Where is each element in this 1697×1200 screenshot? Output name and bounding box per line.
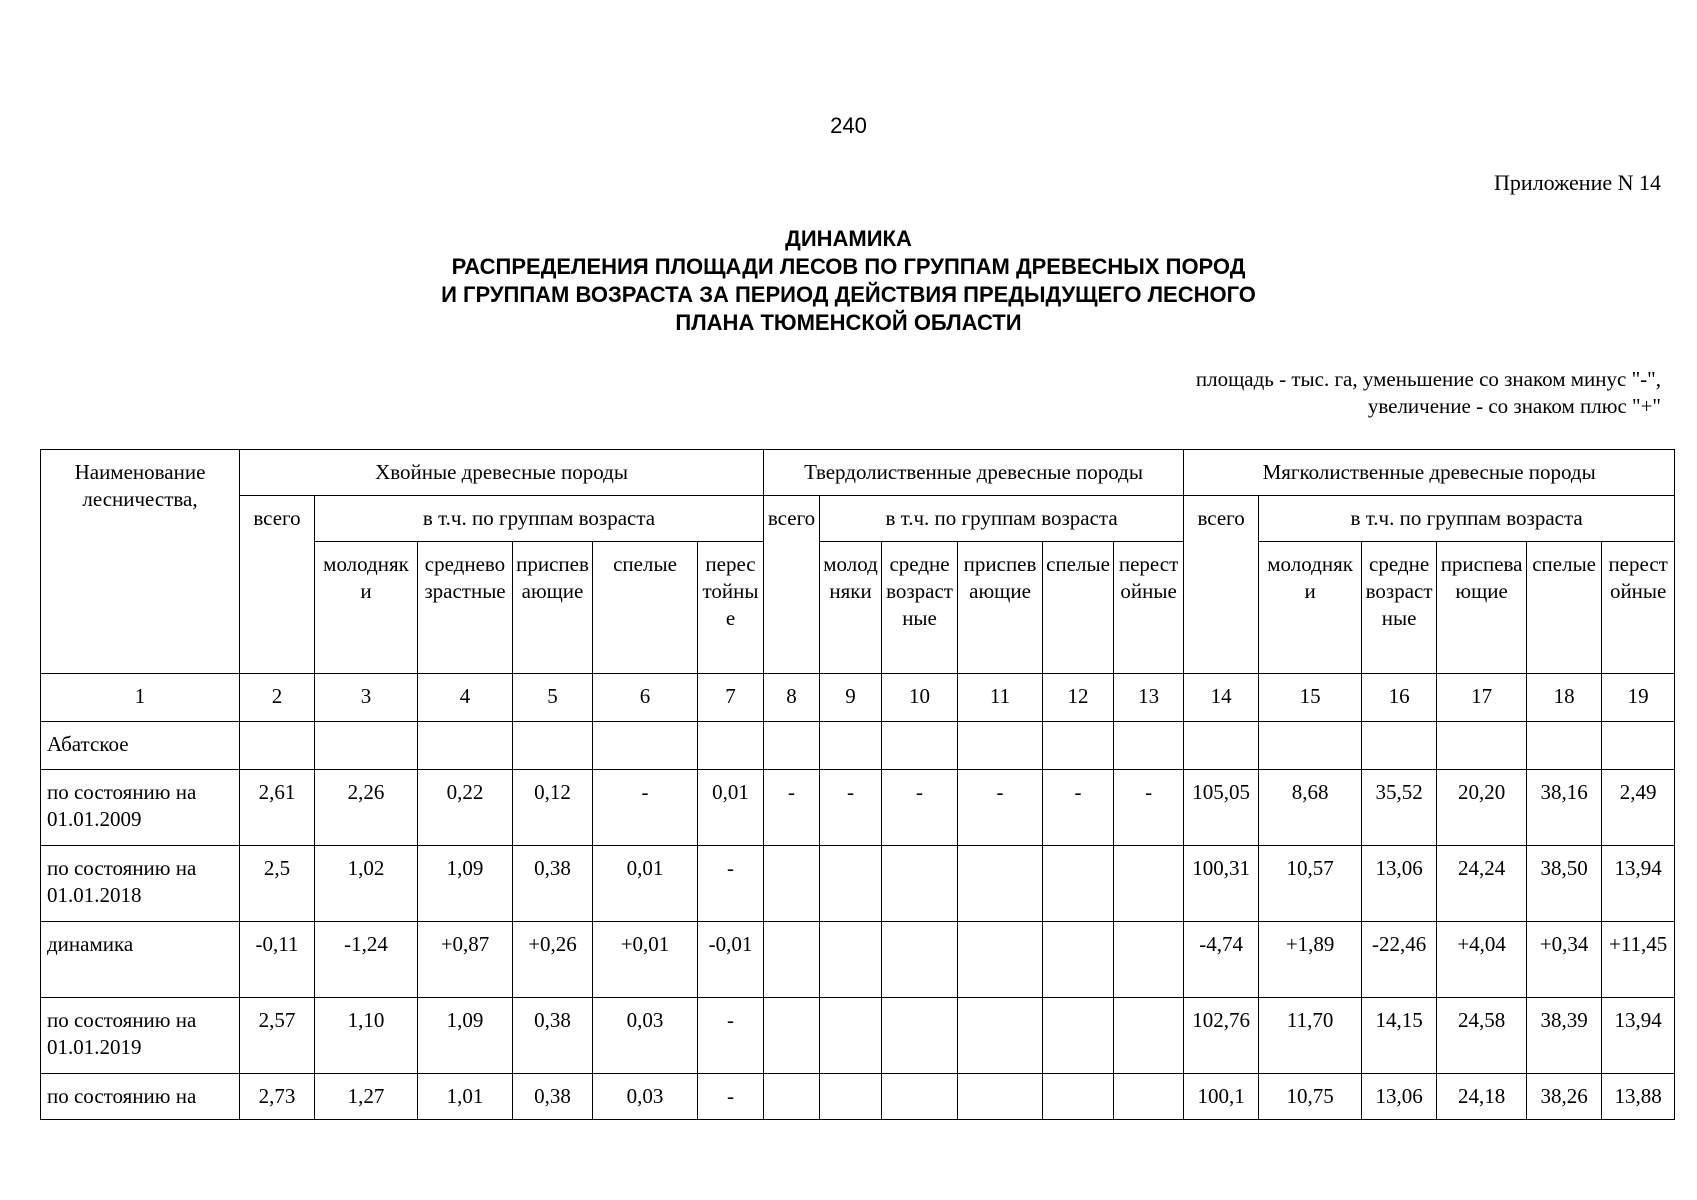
table-cell: 2,5 <box>240 846 315 922</box>
table-cell <box>764 998 820 1074</box>
table-cell: 0,38 <box>513 846 593 922</box>
table-cell: 102,76 <box>1184 998 1259 1074</box>
column-number: 12 <box>1043 674 1114 722</box>
table-cell: 38,50 <box>1527 846 1602 922</box>
units-line: площадь - тыс. га, уменьшение со знаком минус "-", <box>1195 367 1661 391</box>
empty-cell <box>513 722 593 770</box>
table-cell: 1,02 <box>315 846 418 922</box>
empty-cell <box>1259 722 1362 770</box>
column-number: 7 <box>698 674 764 722</box>
table-cell: +11,45 <box>1602 922 1675 998</box>
table-cell <box>820 1074 882 1120</box>
title-line: РАСПРЕДЕЛЕНИЯ ПЛОЩАДИ ЛЕСОВ ПО ГРУППАМ ДРЕВЕСНЫХ ПОРОД <box>451 254 1246 279</box>
table-cell: 2,57 <box>240 998 315 1074</box>
empty-cell <box>593 722 698 770</box>
table-cell: - <box>698 998 764 1074</box>
table-row <box>41 998 1675 1074</box>
table-cell: 0,38 <box>513 998 593 1074</box>
table-cell: 2,73 <box>240 1074 315 1120</box>
table-cell: 10,75 <box>1259 1074 1362 1120</box>
table-cell: - <box>698 846 764 922</box>
table-cell <box>958 846 1043 922</box>
title-line: ДИНАМИКА <box>785 226 912 251</box>
header-age: спелые <box>1527 542 1602 674</box>
table-cell <box>764 1074 820 1120</box>
column-number: 17 <box>1437 674 1527 722</box>
table-cell: 13,88 <box>1602 1074 1675 1120</box>
column-number: 18 <box>1527 674 1602 722</box>
table-cell: - <box>1114 770 1184 846</box>
forest-dynamics-table <box>40 449 1675 1120</box>
header-age: средневозрастные <box>882 542 958 674</box>
header-total: всего <box>240 496 315 674</box>
column-number: 3 <box>315 674 418 722</box>
table-cell: - <box>698 1074 764 1120</box>
table-cell: - <box>1043 770 1114 846</box>
empty-cell <box>958 722 1043 770</box>
empty-cell <box>1362 722 1437 770</box>
header-age: молодняки <box>820 542 882 674</box>
table-cell: 0,03 <box>593 1074 698 1120</box>
table-cell: 0,38 <box>513 1074 593 1120</box>
table-cell: 13,06 <box>1362 846 1437 922</box>
table-cell: 1,10 <box>315 998 418 1074</box>
table-row <box>41 846 1675 922</box>
header-age: перестойные <box>1602 542 1675 674</box>
table-row <box>41 1074 1675 1120</box>
table-cell <box>1043 998 1114 1074</box>
table-cell: 1,27 <box>315 1074 418 1120</box>
table-cell: 24,58 <box>1437 998 1527 1074</box>
column-number: 4 <box>418 674 513 722</box>
header-age: приспевающие <box>513 542 593 674</box>
table-cell: - <box>764 770 820 846</box>
table-cell: 38,39 <box>1527 998 1602 1074</box>
header-age: молодняки <box>1259 542 1362 674</box>
table-cell: 100,31 <box>1184 846 1259 922</box>
header-total: всего <box>1184 496 1259 674</box>
column-number: 13 <box>1114 674 1184 722</box>
table-cell: 24,24 <box>1437 846 1527 922</box>
table-cell: 38,26 <box>1527 1074 1602 1120</box>
table-cell: 13,94 <box>1602 846 1675 922</box>
header-age: спелые <box>1043 542 1114 674</box>
table-cell: +0,26 <box>513 922 593 998</box>
table-cell: 20,20 <box>1437 770 1527 846</box>
table-cell <box>820 998 882 1074</box>
table-cell <box>1043 846 1114 922</box>
table-cell: 2,49 <box>1602 770 1675 846</box>
table-cell: 8,68 <box>1259 770 1362 846</box>
table-cell: +1,89 <box>1259 922 1362 998</box>
table-cell: +0,87 <box>418 922 513 998</box>
row-label: по состоянию на 01.01.2019 <box>41 998 240 1074</box>
table-cell <box>958 922 1043 998</box>
table-cell <box>958 1074 1043 1120</box>
table-cell: -0,11 <box>240 922 315 998</box>
table-cell: 0,01 <box>593 846 698 922</box>
empty-cell <box>1184 722 1259 770</box>
table-cell <box>1114 1074 1184 1120</box>
table-cell: +4,04 <box>1437 922 1527 998</box>
table-cell: 0,03 <box>593 998 698 1074</box>
title-line: ПЛАНА ТЮМЕНСКОЙ ОБЛАСТИ <box>675 310 1022 335</box>
header-age: молодняки <box>315 542 418 674</box>
column-number: 14 <box>1184 674 1259 722</box>
header-total: всего <box>764 496 820 674</box>
row-label: по состоянию на 01.01.2009 <box>41 770 240 846</box>
empty-cell <box>1114 722 1184 770</box>
column-number: 5 <box>513 674 593 722</box>
header-age-groups: в т.ч. по группам возраста <box>315 496 764 542</box>
column-number: 6 <box>593 674 698 722</box>
table-cell: -0,01 <box>698 922 764 998</box>
column-number: 8 <box>764 674 820 722</box>
table-cell: +0,01 <box>593 922 698 998</box>
header-age: перестойные <box>698 542 764 674</box>
table-cell: 2,61 <box>240 770 315 846</box>
empty-cell <box>418 722 513 770</box>
header-hardwood: Твердолиственные древесные породы <box>764 450 1184 496</box>
table-cell: 38,16 <box>1527 770 1602 846</box>
header-conifer: Хвойные древесные породы <box>240 450 764 496</box>
table-cell: 13,06 <box>1362 1074 1437 1120</box>
column-number: 9 <box>820 674 882 722</box>
header-age: перестойные <box>1114 542 1184 674</box>
table-cell <box>764 922 820 998</box>
empty-cell <box>1437 722 1527 770</box>
column-number: 1 <box>41 674 240 722</box>
table-cell <box>882 922 958 998</box>
table-cell <box>764 846 820 922</box>
empty-cell <box>1527 722 1602 770</box>
table-cell: 0,12 <box>513 770 593 846</box>
table-cell: 24,18 <box>1437 1074 1527 1120</box>
table-cell <box>882 1074 958 1120</box>
column-number: 2 <box>240 674 315 722</box>
units-note <box>1196 366 1661 420</box>
table-row <box>41 922 1675 998</box>
row-label: по состоянию на <box>41 1074 240 1120</box>
table-cell: - <box>882 770 958 846</box>
table-cell: 100,1 <box>1184 1074 1259 1120</box>
header-age: приспевающие <box>1437 542 1527 674</box>
header-softwood: Мягколиственные древесные породы <box>1184 450 1675 496</box>
table-cell: 35,52 <box>1362 770 1437 846</box>
header-age: спелые <box>593 542 698 674</box>
empty-cell <box>240 722 315 770</box>
table-cell: +0,34 <box>1527 922 1602 998</box>
table-cell: 0,01 <box>698 770 764 846</box>
empty-cell <box>1602 722 1675 770</box>
table-cell <box>820 846 882 922</box>
table-cell <box>1114 922 1184 998</box>
table-cell <box>1114 998 1184 1074</box>
table-cell <box>1114 846 1184 922</box>
table-cell <box>958 998 1043 1074</box>
section-name: Абатское <box>41 722 240 770</box>
row-label: по состоянию на 01.01.2018 <box>41 846 240 922</box>
empty-cell <box>698 722 764 770</box>
table-cell: -22,46 <box>1362 922 1437 998</box>
header-age: средневозрастные <box>418 542 513 674</box>
table-cell: -1,24 <box>315 922 418 998</box>
empty-cell <box>764 722 820 770</box>
header-name: Наименование лесничества, <box>41 450 240 674</box>
table-cell: - <box>820 770 882 846</box>
empty-cell <box>820 722 882 770</box>
table-cell: -4,74 <box>1184 922 1259 998</box>
table-cell: 1,01 <box>418 1074 513 1120</box>
appendix-label: Приложение N 14 <box>1494 170 1661 195</box>
table-cell: 10,57 <box>1259 846 1362 922</box>
table-cell <box>820 922 882 998</box>
header-age-groups: в т.ч. по группам возраста <box>1259 496 1675 542</box>
table-row <box>41 770 1675 846</box>
header-age-groups: в т.ч. по группам возраста <box>820 496 1184 542</box>
empty-cell <box>882 722 958 770</box>
table-cell <box>882 998 958 1074</box>
table-cell: 11,70 <box>1259 998 1362 1074</box>
table-cell: - <box>593 770 698 846</box>
table-cell <box>1043 922 1114 998</box>
table-cell: 2,26 <box>315 770 418 846</box>
document-title <box>0 225 1697 337</box>
table-cell: 13,94 <box>1602 998 1675 1074</box>
table-cell: 0,22 <box>418 770 513 846</box>
empty-cell <box>1043 722 1114 770</box>
column-number: 11 <box>958 674 1043 722</box>
table-cell: - <box>958 770 1043 846</box>
column-number: 10 <box>882 674 958 722</box>
table-cell: 105,05 <box>1184 770 1259 846</box>
title-line: И ГРУППАМ ВОЗРАСТА ЗА ПЕРИОД ДЕЙСТВИЯ ПРЕДЫДУЩЕГО ЛЕСНОГО <box>441 282 1256 307</box>
table-cell: 14,15 <box>1362 998 1437 1074</box>
units-line: увеличение - со знаком плюс "+" <box>1367 394 1661 418</box>
table-cell <box>1043 1074 1114 1120</box>
column-number: 19 <box>1602 674 1675 722</box>
row-label: динамика <box>41 922 240 998</box>
page-number: 240 <box>830 113 867 138</box>
empty-cell <box>315 722 418 770</box>
column-number: 15 <box>1259 674 1362 722</box>
header-age: средневозрастные <box>1362 542 1437 674</box>
table-cell: 1,09 <box>418 846 513 922</box>
table-cell <box>882 846 958 922</box>
table-cell: 1,09 <box>418 998 513 1074</box>
header-age: приспевающие <box>958 542 1043 674</box>
column-number: 16 <box>1362 674 1437 722</box>
